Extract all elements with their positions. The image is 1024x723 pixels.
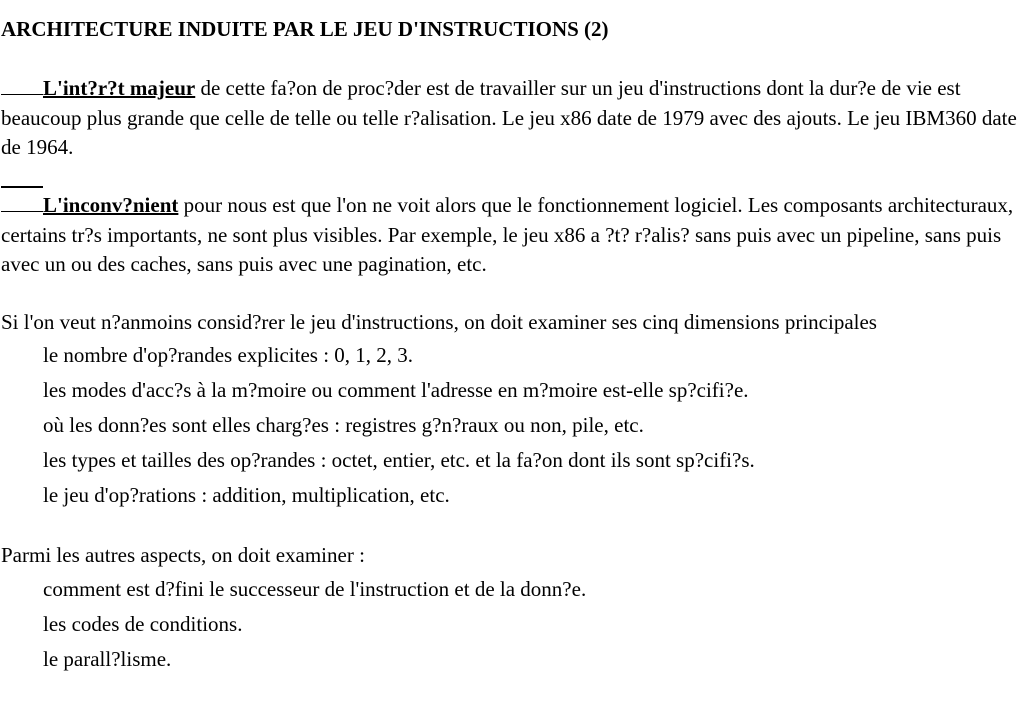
list-item: les modes d'acc?s à la m?moire ou comment l'adresse en m?moire est-elle sp?cifi?e.: [43, 378, 749, 402]
dimensions-list: [43, 341, 755, 516]
paragraph-interet-majeur: [1, 74, 1023, 163]
list-item: les codes de conditions.: [43, 612, 243, 636]
paragraph-inconvenient: [1, 191, 1023, 280]
paragraph-body: de cette fa?on de proc?der est de travailler sur un jeu d'instructions dont la dur?e de vie est beaucoup plus grande que celle de telle ou telle r?alisation. Le jeu x86 date de 1979 avec des ajouts. Le jeu IBM360 date de 1964.: [1, 76, 1017, 159]
dimensions-intro: Si l'on veut n?anmoins consid?rer le jeu d'instructions, on doit examiner ses cinq dimensions principales: [1, 310, 877, 334]
list-item: comment est d?fini le successeur de l'instruction et de la donn?e.: [43, 577, 587, 601]
list-item: le nombre d'op?randes explicites : 0, 1, 2, 3.: [43, 343, 414, 367]
other-aspects-list: [43, 575, 586, 680]
underline-stub: [1, 186, 43, 188]
list-item: le parall?lisme.: [43, 647, 172, 671]
paragraph-lead-term: L'inconv?nient: [43, 193, 179, 217]
paragraph-body: pour nous est que l'on ne voit alors que le fonctionnement logiciel. Les composants architecturaux, certains tr?s importants, ne sont plus visibles. Par exemple, le jeu x86 a ?t? r?alis? sans puis avec un pipeline, sans puis avec un ou des caches, sans puis avec une pagination, etc.: [1, 193, 1014, 276]
page-title: ARCHITECTURE INDUITE PAR LE JEU D'INSTRUCTIONS (2): [1, 17, 609, 41]
list-item: le jeu d'op?rations : addition, multiplication, etc.: [43, 483, 450, 507]
other-aspects-intro: Parmi les autres aspects, on doit examiner :: [1, 543, 365, 567]
underlined-indent: [1, 76, 43, 95]
list-item: les types et tailles des op?randes : octet, entier, etc. et la fa?on dont ils sont sp?cifi?s.: [43, 448, 755, 472]
underlined-indent: [1, 193, 43, 212]
paragraph-lead-term: L'int?r?t majeur: [43, 76, 196, 100]
list-item: où les donn?es sont elles charg?es : registres g?n?raux ou non, pile, etc.: [43, 413, 644, 437]
